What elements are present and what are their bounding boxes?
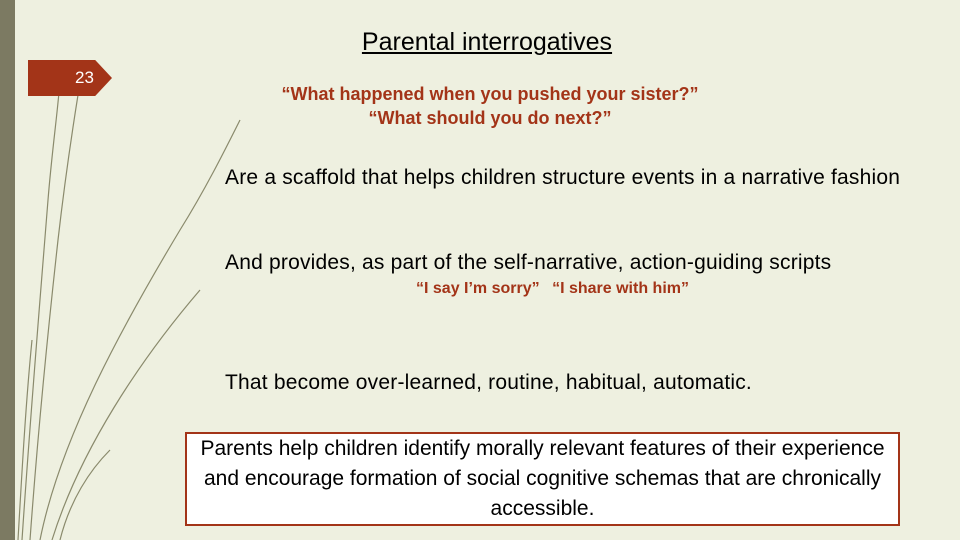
summary-text: Parents help children identify morally relevant features of their experience and encourage formation of social cognitive schemas that are chronically accessible. xyxy=(200,437,885,520)
paragraph-habitual: That become over-learned, routine, habitual, automatic. xyxy=(225,371,752,394)
slide-number-tab xyxy=(28,60,112,96)
quote-pushed-sister: “What happened when you pushed your sister?” xyxy=(281,84,699,104)
quote-do-next: “What should you do next?” xyxy=(368,108,612,128)
slide-number: 23 xyxy=(75,68,94,87)
script-examples xyxy=(380,280,916,298)
paragraph-scaffold: Are a scaffold that helps children structure events in a narrative fashion xyxy=(225,166,901,189)
paragraph-scripts: And provides, as part of the self-narrative, action-guiding scripts xyxy=(225,251,832,274)
script-example-share: “I share with him” xyxy=(552,280,689,297)
slide-title: Parental interrogatives xyxy=(361,28,613,56)
summary-box xyxy=(185,432,900,526)
script-example-sorry: “I say I’m sorry” xyxy=(416,280,540,297)
